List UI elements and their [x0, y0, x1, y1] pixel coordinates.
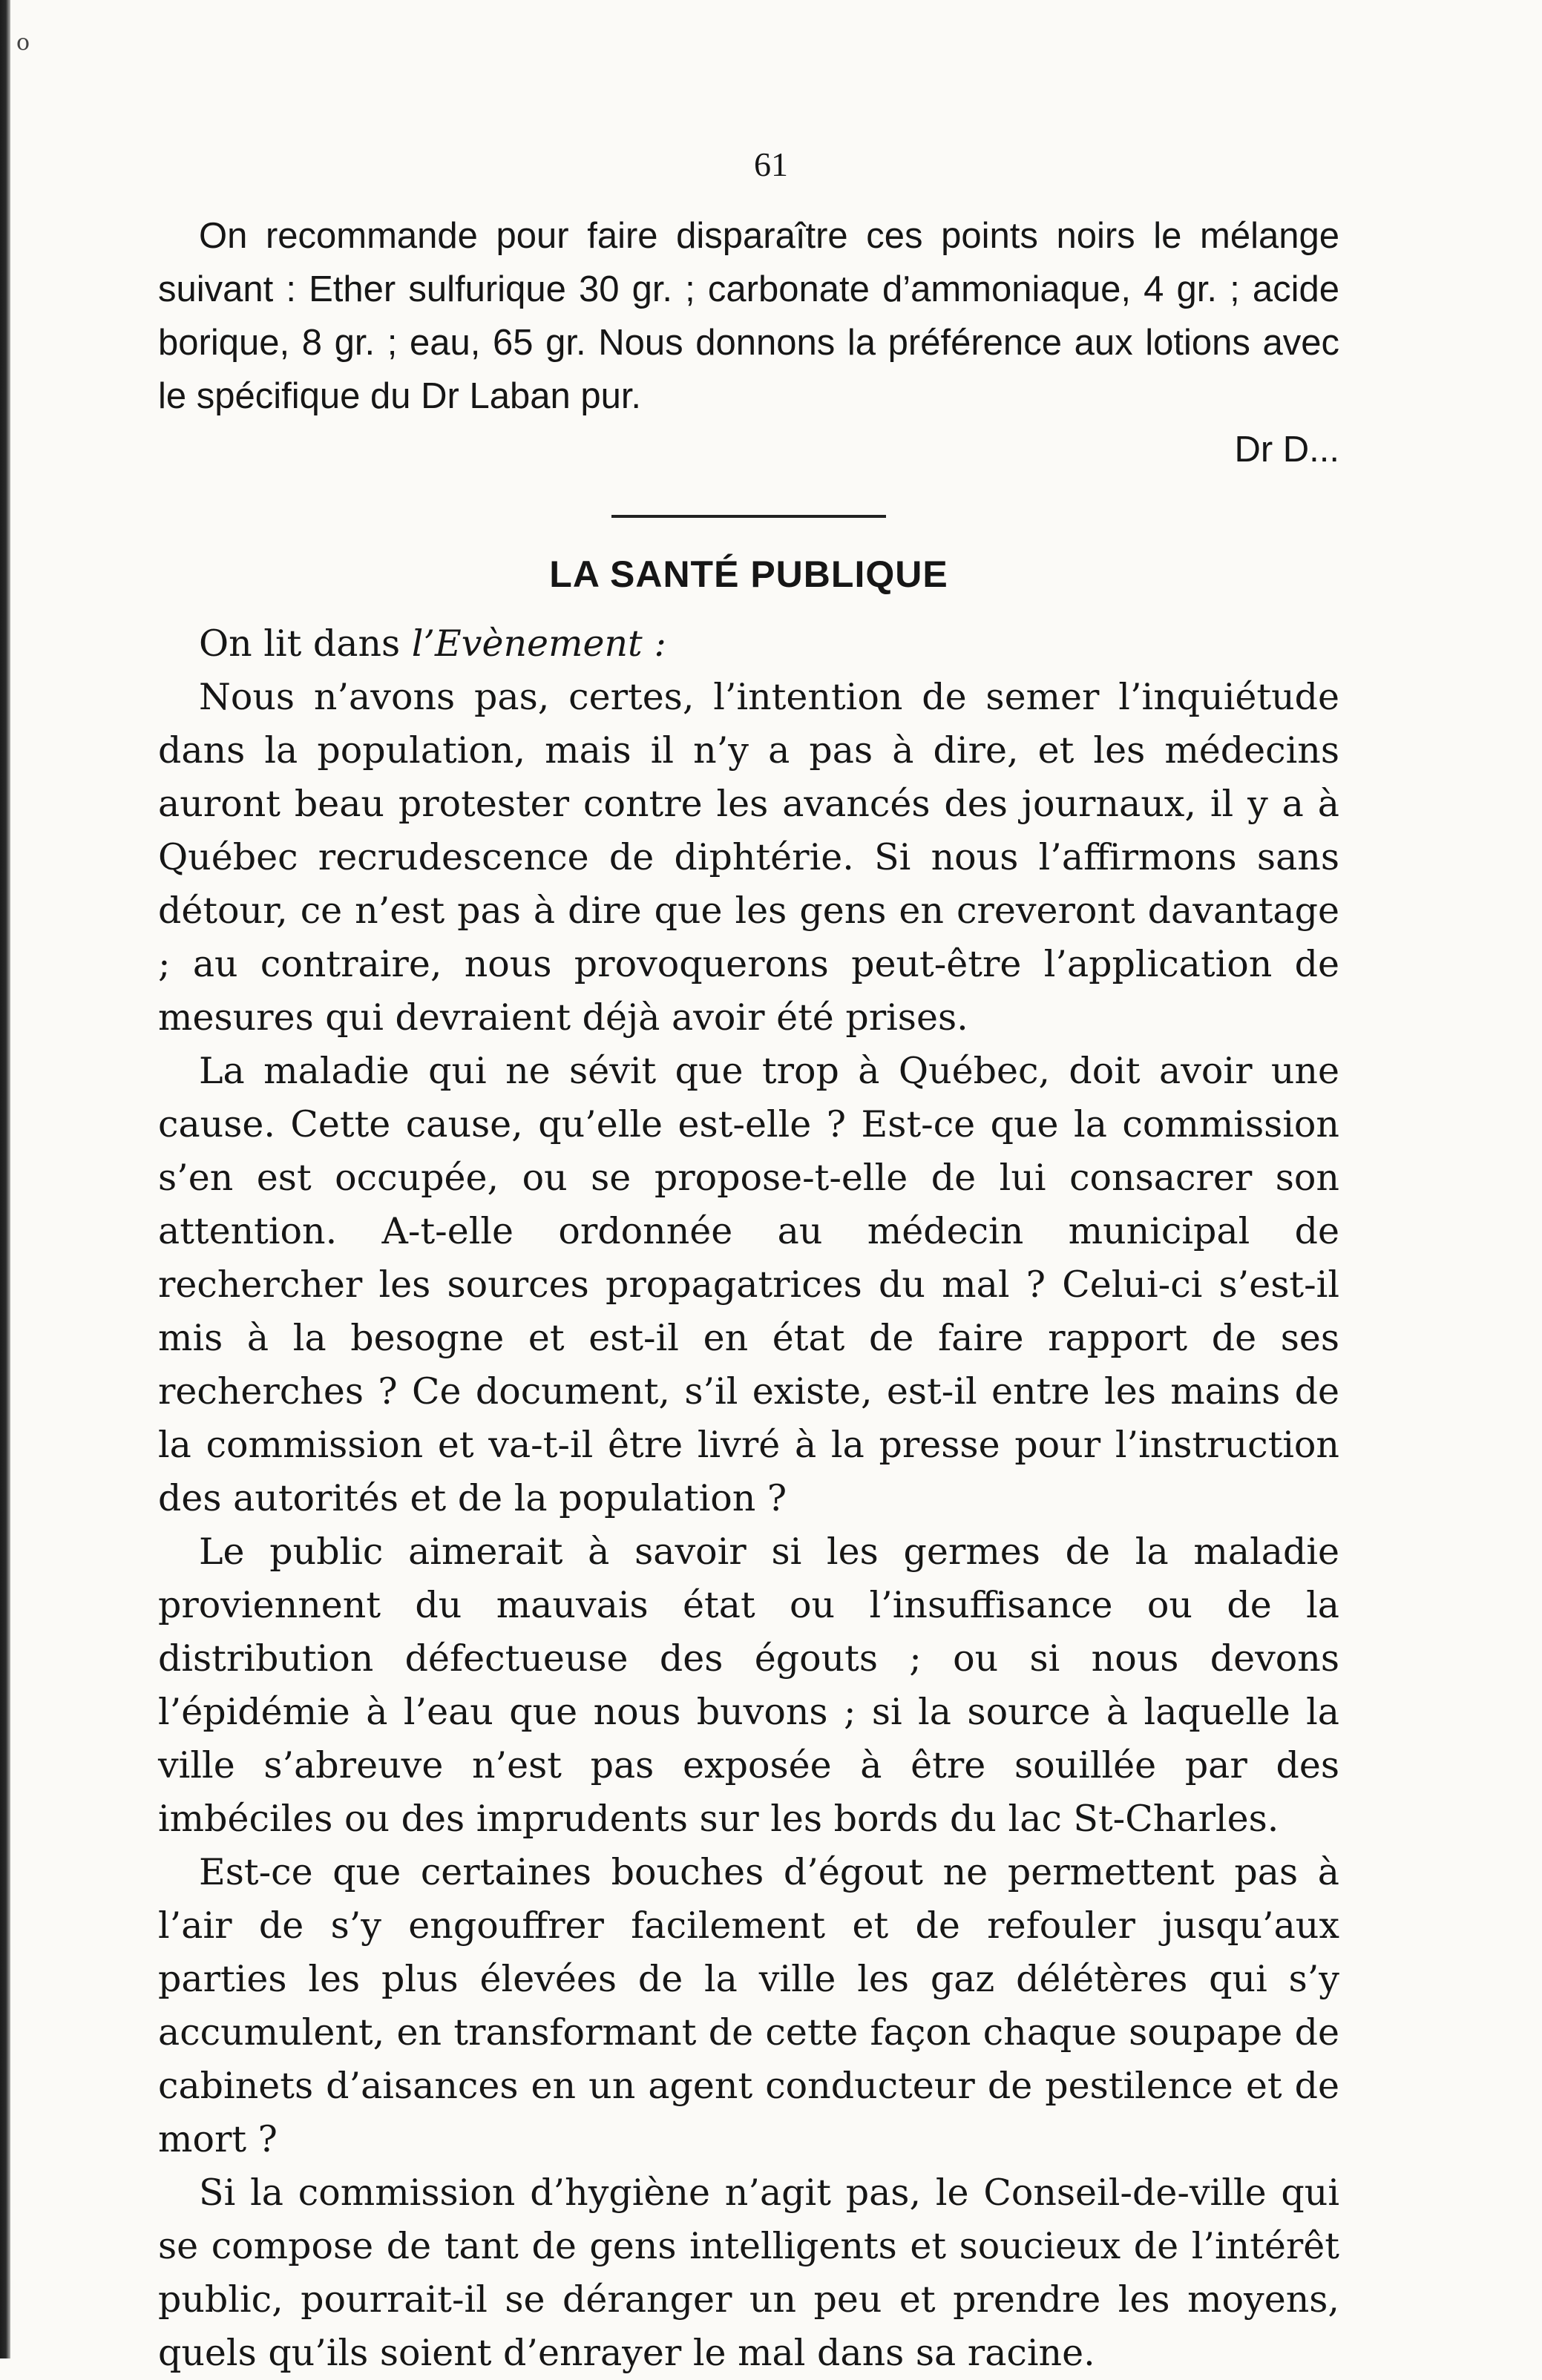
- top-paragraph: On recommande pour faire disparaître ces points noirs le mélange suivant : Ether sulfurique 30 gr. ; carbonate d’ammoniaque, 4 gr. ; acide borique, 8 gr. ; eau, 65 gr. Nous donnons la préférence aux lotions avec le spécifique du Dr Laban pur.: [158, 216, 1339, 416]
- article-heading: LA SANTÉ PUBLIQUE: [549, 553, 948, 595]
- section-divider: [611, 515, 886, 518]
- binding-edge: [0, 0, 10, 2358]
- page-body: [158, 209, 1339, 2380]
- edge-mark: o: [16, 30, 30, 56]
- article-paragraph: Nous n’avons pas, certes, l’intention de semer l’inquiétude dans la population, mais il n’y a pas à dire, et les médecins auront beau protester contre les avancés des journaux, il y a à Québec recrudescence de diphtérie. Si nous l’affirmons sans détour, ce n’est pas à dire que les gens en creveront davantage ; au contraire, nous provoquerons peut-être l’application de mesures qui devraient déjà avoir été prises.: [158, 676, 1339, 1039]
- article-paragraph: Le public aimerait à savoir si les germes de la maladie proviennent du mauvais état ou l’insuffisance ou de la distribution défectueuse des égouts ; ou si nous devons l’épidémie à l’eau que nous buvons ; si la source à laquelle la ville s’abreuve n’est pas exposée à être souillée par des imbéciles ou des imprudents sur les bords du lac St-Charles.: [158, 1531, 1339, 1840]
- article-paragraph: Si la commission d’hygiène n’agit pas, le Conseil-de-ville qui se compose de tant de gens intelligents et soucieux de l’intérêt public, pourrait-il se déranger un peu et prendre les moyens, quels qu’ils soient d’enrayer le mal dans sa racine.: [158, 2172, 1339, 2374]
- article-paragraph: La maladie qui ne sévit que trop à Québec, doit avoir une cause. Cette cause, qu’elle est-elle ? Est-ce que la commission s’en est occupée, ou se propose-t-elle de lui consacrer son attention. A-t-elle ordonnée au médecin municipal de rechercher les sources propagatrices du mal ? Celui-ci s’est-il mis à la besogne et est-il en état de faire rapport de ses recherches ? Ce document, s’il existe, est-il entre les mains de la commission et va-t-il être livré à la presse pour l’instruction des autorités et de la population ?: [158, 1050, 1339, 1519]
- intro-source: l’Evènement :: [411, 622, 666, 665]
- article-paragraph: Est-ce que certaines bouches d’égout ne permettent pas à l’air de s’y engouffrer facilement et de refouler jusqu’aux parties les plus élevées de la ville les gaz délétères qui s’y accumulent, en transformant de cette façon chaque soupape de cabinets d’aisances en un agent conducteur de pestilence et de mort ?: [158, 1851, 1339, 2160]
- article-intro: [158, 617, 1339, 671]
- signature: Dr D...: [1234, 430, 1339, 470]
- page-number: 61: [754, 145, 788, 183]
- intro-prefix: On lit dans: [199, 622, 401, 665]
